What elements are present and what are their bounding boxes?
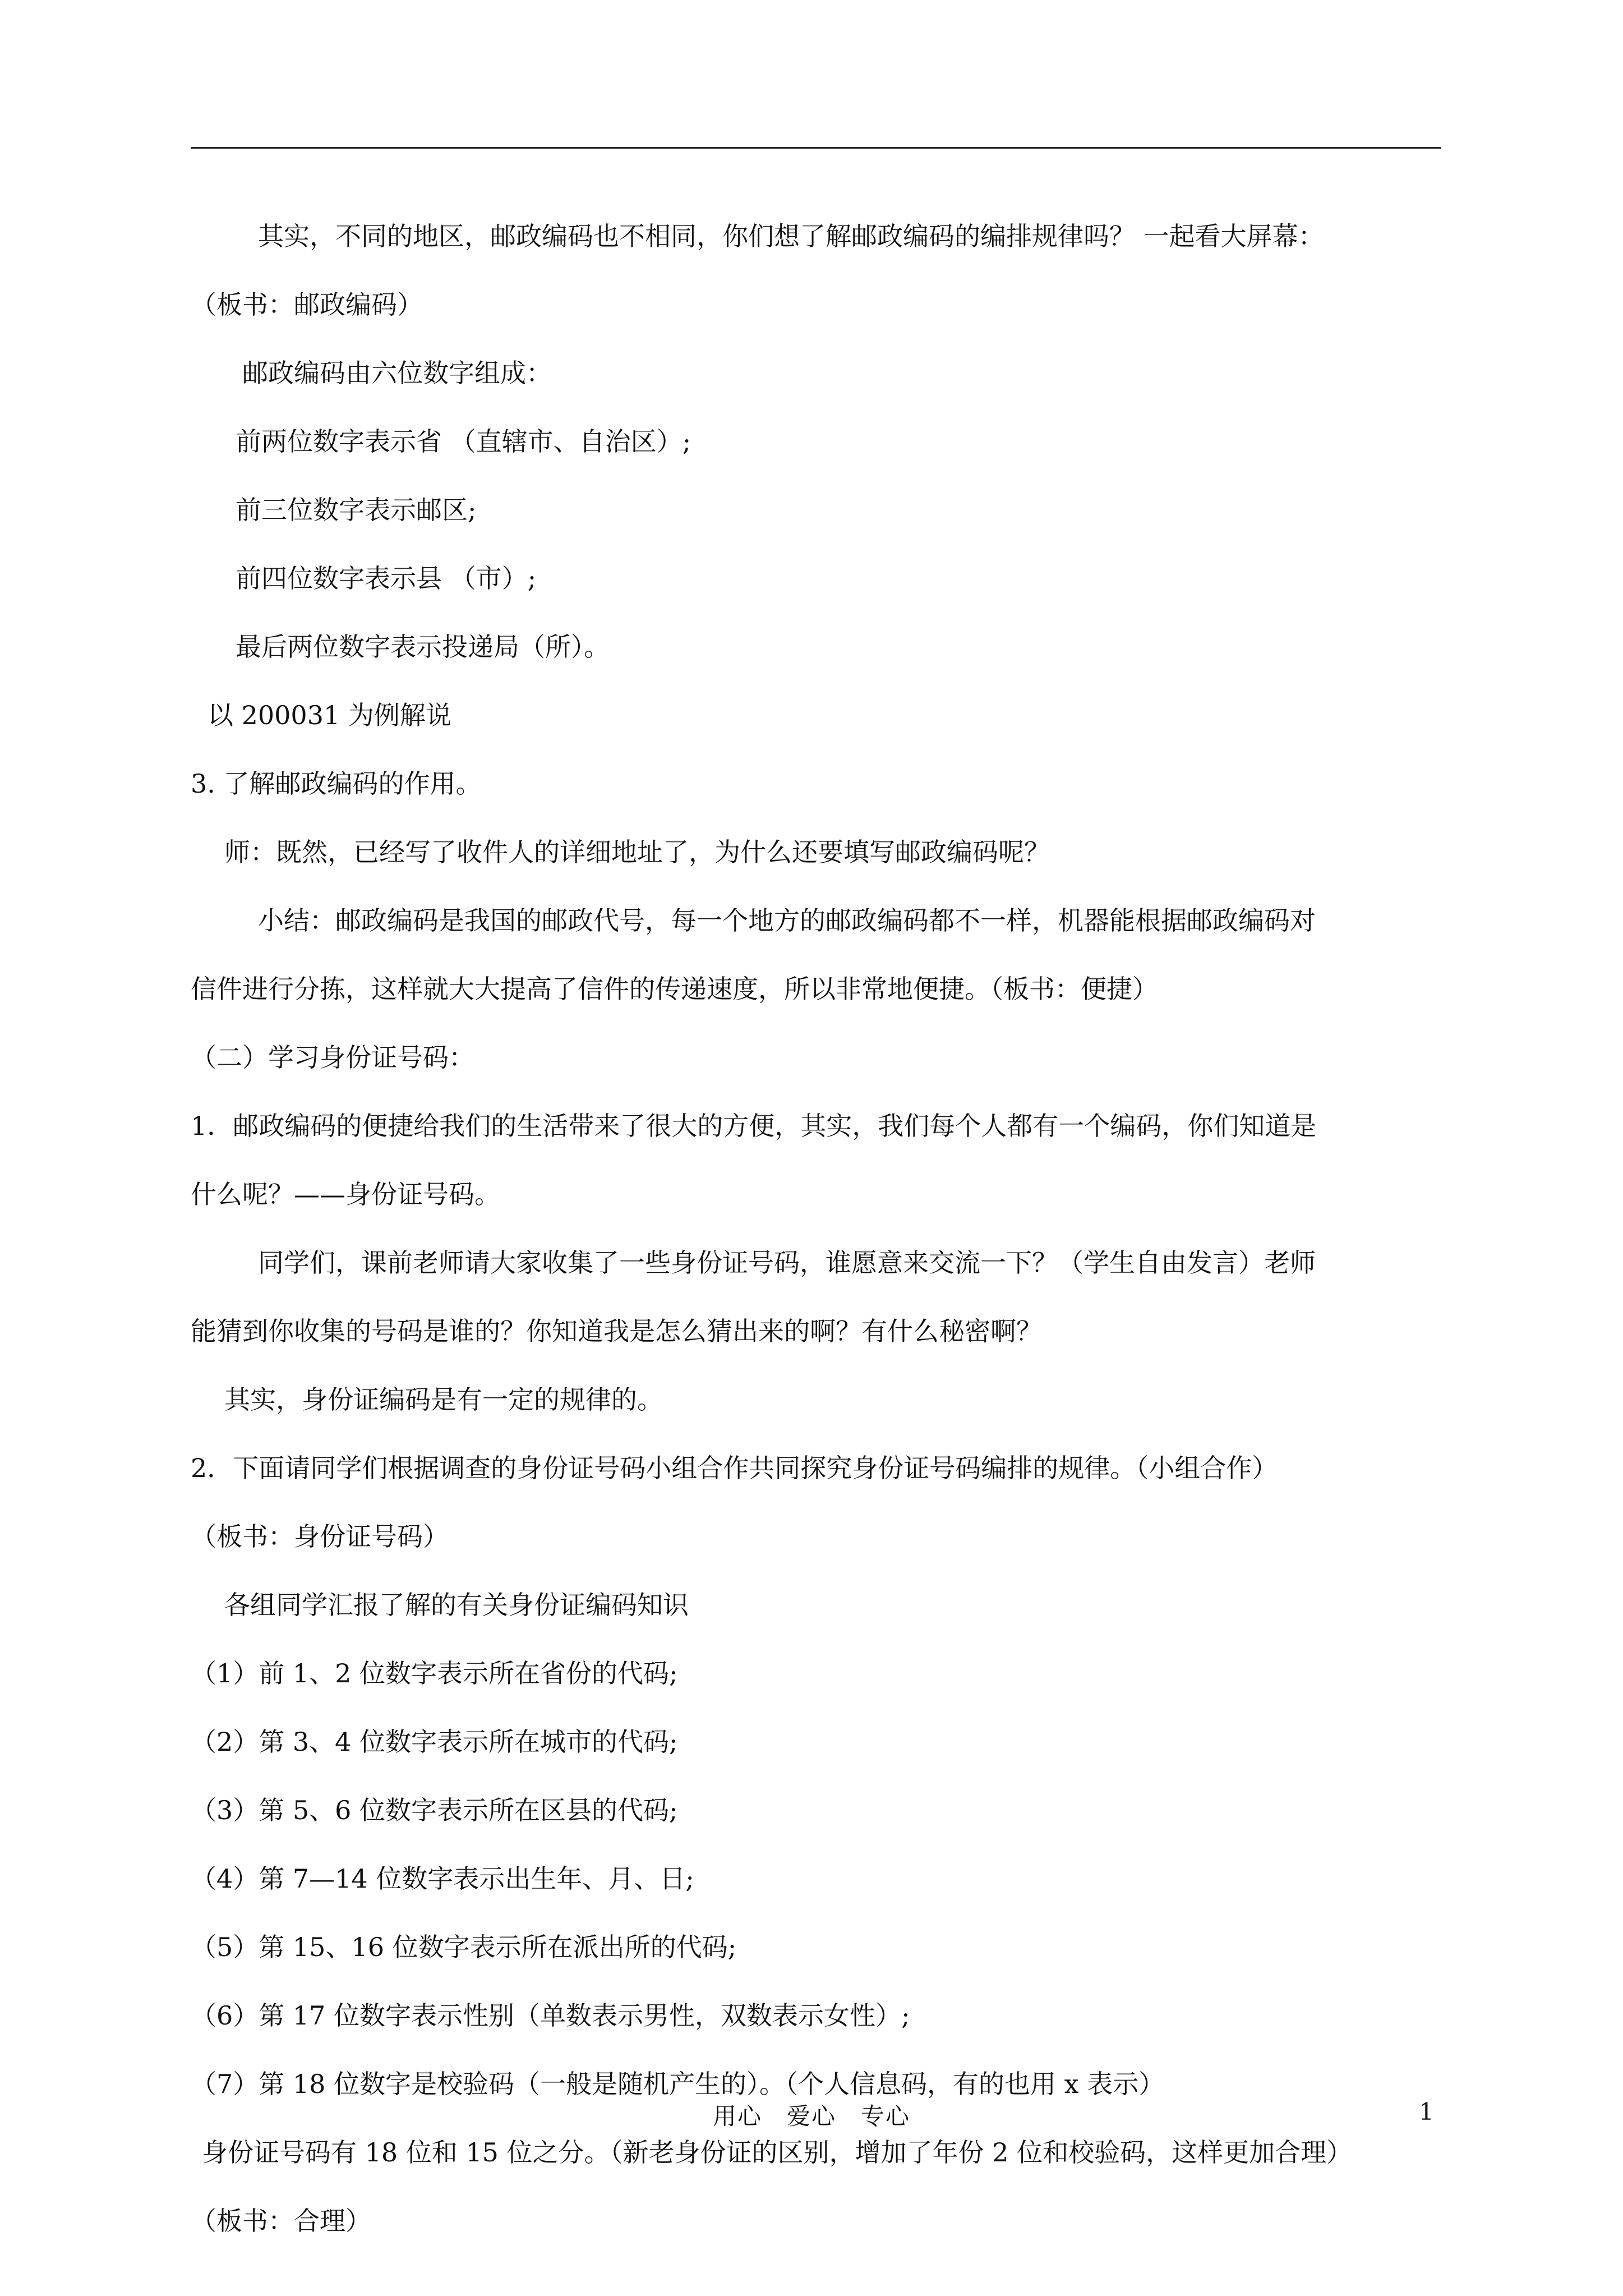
text-line: 师：既然，已经写了收件人的详细地址了，为什么还要填写邮政编码呢？ — [224, 837, 1050, 867]
text-line: 信件进行分拣，这样就大大提高了信件的传递速度，所以非常地便捷。（板书：便捷） — [191, 974, 1158, 1004]
text-line: 3. 了解邮政编码的作用。 — [191, 769, 482, 799]
text-line: 最后两位数字表示投递局（所）。 — [236, 632, 610, 662]
text-line: 什么呢？——身份证号码。 — [191, 1179, 500, 1209]
text-line: （1）前 1、2 位数字表示所在省份的代码; — [191, 1658, 678, 1688]
text-line: 各组同学汇报了解的有关身份证编码知识 — [224, 1590, 689, 1620]
text-line: （板书：身份证号码） — [191, 1521, 449, 1552]
text-line: 能猜到你收集的号码是谁的？你知道我是怎么猜出来的啊？有什么秘密啊？ — [191, 1316, 1042, 1346]
text-line: 前四位数字表示县 （市）; — [236, 563, 537, 593]
header-rule — [191, 147, 1441, 149]
text-line: 其实，身份证编码是有一定的规律的。 — [224, 1384, 663, 1415]
text-line: 前三位数字表示邮区; — [236, 495, 477, 525]
text-line: （板书：邮政编码） — [191, 289, 423, 320]
document-body — [191, 202, 1441, 2255]
text-line: 前两位数字表示省 （直辖市、自治区）; — [236, 426, 691, 457]
page-number: 1 — [1419, 2098, 1434, 2125]
text-line: 同学们，课前老师请大家收集了一些身份证号码，谁愿意来交流一下？（学生自由发言）老师 — [258, 1248, 1316, 1278]
text-line: （板书：合理） — [191, 2206, 371, 2236]
text-line: （2）第 3、4 位数字表示所在城市的代码; — [191, 1727, 678, 1757]
text-line: （6）第 17 位数字表示性别（单数表示男性，双数表示女性）; — [191, 2000, 910, 2031]
text-line: 以 200031 为例解说 — [208, 700, 451, 730]
text-line: 邮政编码由六位数字组成： — [242, 358, 552, 388]
text-line: （3）第 5、6 位数字表示所在区县的代码; — [191, 1795, 678, 1825]
text-line: 身份证号码有 18 位和 15 位之分。（新老身份证的区别，增加了年份 2 位和校验码，这样更加合理） — [202, 2137, 1353, 2168]
footer-slogan: 用心 爱心 专心 — [712, 2102, 910, 2130]
text-line: （7）第 18 位数字是校验码（一般是随机产生的）。（个人信息码，有的也用 x 表示） — [191, 2069, 1165, 2099]
text-line: 小结：邮政编码是我国的邮政代号，每一个地方的邮政编码都不一样，机器能根据邮政编码对 — [258, 905, 1316, 936]
text-line: 1．邮政编码的便捷给我们的生活带来了很大的方便，其实，我们每个人都有一个编码，你们知道是 — [191, 1111, 1317, 1141]
text-line: （二）学习身份证号码： — [191, 1042, 474, 1073]
text-line: 其实，不同的地区，邮政编码也不相同，你们想了解邮政编码的编排规律吗？ 一起看大屏幕： — [258, 221, 1324, 251]
text-line: 2．下面请同学们根据调查的身份证号码小组合作共同探究身份证号码编排的规律。（小组合作） — [191, 1453, 1278, 1483]
text-line: （4）第 7—14 位数字表示出生年、月、日; — [191, 1864, 694, 1894]
text-line: （5）第 15、16 位数字表示所在派出所的代码; — [191, 1932, 737, 1962]
